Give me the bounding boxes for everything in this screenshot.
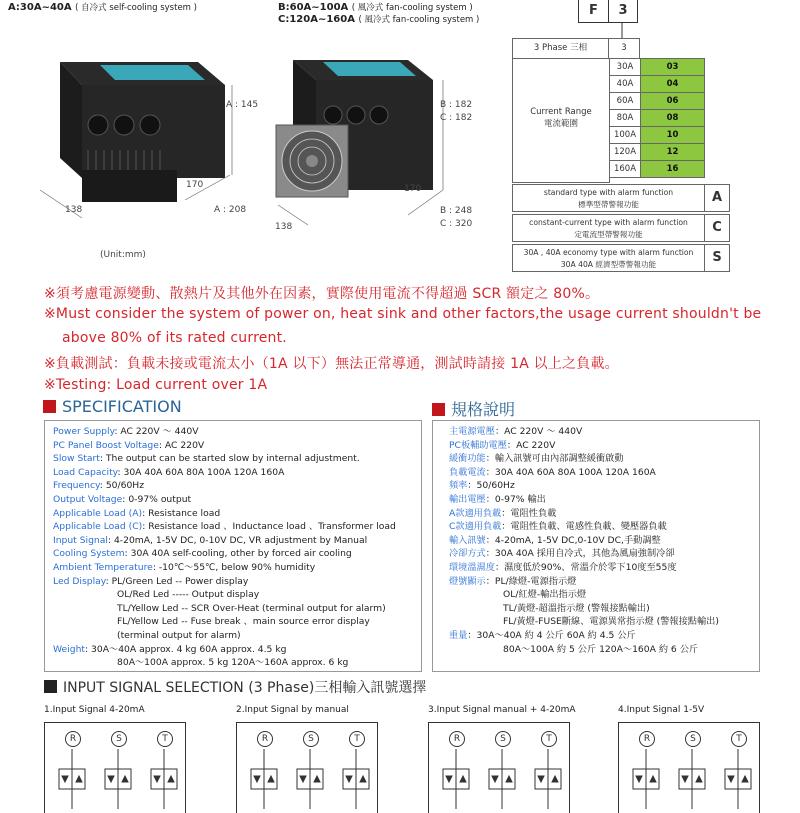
terminal-label: S: [111, 731, 127, 747]
terminal-label: T: [731, 731, 747, 747]
spec-line: [53, 656, 421, 670]
terminal-label: T: [349, 731, 365, 747]
range-code: 04: [641, 76, 705, 93]
spec-value: : Resistance load 、Inductance load 、Transformer load: [142, 521, 396, 533]
spec-key: Input Signal: [53, 534, 108, 546]
terminal-label: S: [685, 731, 701, 747]
type-zh: 標準型帶警報功能: [578, 200, 639, 209]
spec-key: A款適用負載: [449, 507, 502, 519]
terminal-label: R: [65, 731, 81, 747]
range-amp: 60A: [610, 93, 641, 110]
spec-value: OL/Red Led ----- Output display: [117, 589, 260, 601]
dim-right-c2: C : 320: [440, 219, 473, 229]
spec-line: [449, 507, 759, 521]
diagram-title: 4.Input Signal 1-5V: [618, 705, 705, 715]
spec-value: 80A～100A 約 5 公斤 120A～160A 約 6 公斤: [503, 643, 699, 655]
square-bullet-icon: [432, 403, 445, 416]
spec-key: 主電源電壓: [449, 426, 495, 437]
spec-value: ：電阻性負載: [501, 507, 557, 519]
square-bullet-icon: [44, 680, 57, 693]
spec-line: [53, 479, 421, 493]
spec-zh-box: [432, 420, 760, 672]
spec-key: 冷卻方式: [449, 548, 486, 560]
terminal-label: S: [495, 731, 511, 747]
spec-value: ：4-20mA, 1-5V DC,0-10V DC,手動調整: [485, 534, 661, 546]
spec-key: 燈號顯示: [449, 575, 486, 587]
type-description: [512, 244, 705, 272]
spec-value: ：30A 40A 60A 80A 100A 120A 160A: [485, 466, 656, 478]
circuit-diagram: [44, 722, 186, 813]
spec-line: [53, 520, 421, 534]
range-row: [610, 161, 705, 178]
product-a-illustration: [20, 40, 255, 225]
spec-key: Led Display: [53, 575, 106, 587]
type-en: 30A , 40A economy type with alarm function: [523, 248, 694, 257]
dim-left-width: 138: [65, 205, 83, 215]
spec-value: ：輸入訊號可由內部調整緩衝啟動: [485, 453, 624, 465]
spec-value: ：0-97% 輸出: [485, 493, 546, 505]
spec-line: [449, 588, 759, 602]
series-c: C:120A~160A ( 風冷式 fan-cooling system ): [278, 14, 480, 25]
dim-right-width: 138: [275, 222, 293, 232]
spec-line: [449, 534, 759, 548]
range-row: [610, 93, 705, 110]
warning-scr-en-1: ※Must consider the system of power on, heat sink and other factors,the usage current shouldn't be: [44, 306, 762, 322]
spec-key: Power Supply: [53, 426, 115, 437]
spec-key: 重量: [449, 629, 468, 641]
spec-value: : 30A 40A self-cooling, other by forced air cooling: [124, 548, 352, 560]
spec-line: [53, 588, 421, 602]
circuit-diagram: [618, 722, 760, 813]
spec-line: [449, 493, 759, 507]
series-b: B:60A~100A ( 風冷式 fan-cooling system ): [278, 2, 473, 13]
spec-value: : AC 220V: [158, 439, 205, 451]
scr-symbols-icon: [429, 749, 569, 809]
spec-line: [449, 466, 759, 480]
current-range-table: [609, 58, 705, 178]
code-letter: F: [579, 0, 609, 22]
scr-symbols-icon: [45, 749, 185, 809]
diagram-title: 1.Input Signal 4-20mA: [44, 705, 145, 715]
spec-key: 環境溫濕度: [449, 561, 495, 573]
spec-line: [53, 507, 421, 521]
spec-value: ：AC 220V: [506, 439, 556, 451]
dim-right-b: B : 182: [440, 100, 473, 110]
scr-symbols-icon: [237, 749, 377, 809]
type-description: [512, 184, 705, 212]
range-code: 08: [641, 110, 705, 127]
spec-value: (terminal output for alarm): [117, 629, 241, 641]
current-range-label: Current Range 電流範圍: [512, 58, 610, 183]
terminal-label: T: [157, 731, 173, 747]
spec-value: : 50/60Hz: [99, 480, 145, 492]
spec-line: [449, 561, 759, 575]
spec-value: ：50/60Hz: [467, 480, 515, 492]
spec-key: Load Capacity: [53, 466, 118, 478]
terminal-label: R: [639, 731, 655, 747]
spec-line: [449, 479, 759, 493]
type-letter: C: [705, 214, 730, 242]
code-header: [578, 0, 638, 23]
spec-key: 輸入訊號: [449, 534, 486, 546]
type-row: [512, 214, 730, 242]
spec-key: Slow Start: [53, 453, 100, 465]
warning-load-zh: ※負載測試：負載未接或電流太小（1A 以下）無法正常導通，測試時請接 1A 以上之負載。: [44, 356, 619, 372]
warning-scr-en-2: above 80% of its rated current.: [62, 330, 287, 346]
type-row: [512, 244, 730, 272]
spec-line: [53, 425, 421, 439]
spec-line: [53, 547, 421, 561]
type-letter: S: [705, 244, 730, 272]
spec-line: [449, 629, 759, 643]
dim-left-a2: A : 208: [214, 205, 247, 215]
type-row: [512, 184, 730, 212]
range-amp: 160A: [610, 161, 641, 178]
spec-value: OL/紅燈-輸出指示燈: [503, 589, 587, 601]
spec-line: [449, 643, 759, 657]
dim-right-depth: 170: [404, 184, 422, 194]
spec-value: 80A～100A approx. 5 kg 120A～160A approx. 6 kg: [117, 657, 349, 669]
spec-value: : Resistance load: [142, 507, 221, 519]
spec-zh-title: 規格說明: [432, 397, 515, 420]
spec-value: : AC 220V ～ 440V: [114, 426, 199, 437]
range-row: [610, 110, 705, 127]
spec-key: Frequency: [53, 480, 100, 492]
spec-value: : 4-20mA, 1-5V DC, 0-10V DC, VR adjustment by Manual: [107, 534, 368, 546]
spec-line: [53, 602, 421, 616]
spec-en-title: SPECIFICATION: [43, 397, 182, 416]
spec-line: [449, 547, 759, 561]
type-zh: 30A 40A 經濟型帶警報功能: [560, 260, 657, 269]
spec-line: [53, 534, 421, 548]
scr-symbols-icon: [619, 749, 759, 809]
type-en: constant-current type with alarm function: [529, 218, 688, 227]
input-section-title: INPUT SIGNAL SELECTION (3 Phase)三相輸入訊號選擇: [44, 677, 426, 697]
spec-key: Cooling System: [53, 548, 125, 560]
terminal-label: R: [449, 731, 465, 747]
range-code: 12: [641, 144, 705, 161]
type-description: [512, 214, 705, 242]
type-en: standard type with alarm function: [543, 188, 674, 197]
range-amp: 80A: [610, 110, 641, 127]
spec-en-box: [44, 420, 422, 672]
spec-key: Weight: [53, 643, 86, 655]
spec-value: ：濕度低於90%、常溫介於零下10度至55度: [494, 561, 677, 573]
spec-line: [449, 575, 759, 589]
circuit-diagram: [428, 722, 570, 813]
spec-line: [449, 615, 759, 629]
spec-value: : -10℃～55℃, below 90% humidity: [152, 561, 316, 573]
type-zh: 定電流型帶警報功能: [574, 230, 643, 239]
spec-line: [53, 575, 421, 589]
warning-load-en: ※Testing: Load current over 1A: [44, 377, 268, 393]
terminal-label: R: [257, 731, 273, 747]
spec-line: [449, 520, 759, 534]
range-code: 03: [641, 59, 705, 76]
range-row: [610, 144, 705, 161]
spec-line: [449, 452, 759, 466]
spec-line: [53, 452, 421, 466]
dim-left-depth: 170: [186, 180, 204, 190]
dim-right-b2: B : 248: [440, 206, 473, 216]
type-letter: A: [705, 184, 730, 212]
range-row: [610, 59, 705, 76]
unit-label: (Unit:mm): [100, 250, 146, 260]
series-a: A:30A~40A ( 自冷式 self-cooling system ): [8, 2, 197, 13]
warning-scr-zh: ※須考慮電源變動、散熱片及其他外在因素，實際使用電流不得超過 SCR 額定之 80%。: [44, 286, 600, 302]
spec-value: FL/黃燈-FUSE斷線、電源異常指示燈 (警報接點輸出): [503, 616, 719, 628]
dim-left-a: A : 145: [226, 100, 259, 110]
spec-key: 緩衝功能: [449, 453, 486, 465]
spec-line: [53, 629, 421, 643]
spec-value: TL/黃燈-超溫指示燈 (警報接點輸出): [503, 602, 650, 614]
spec-key: 輸出電壓: [449, 493, 486, 505]
terminal-label: T: [541, 731, 557, 747]
square-bullet-icon: [43, 400, 56, 413]
spec-key: Applicable Load (C): [53, 521, 143, 533]
spec-key: Applicable Load (A): [53, 507, 143, 519]
spec-line: [53, 493, 421, 507]
circuit-diagram: [236, 722, 378, 813]
range-amp: 30A: [610, 59, 641, 76]
spec-value: FL/Yellow Led -- Fuse break 、main source error display: [117, 616, 370, 628]
spec-line: [53, 439, 421, 453]
spec-line: [53, 615, 421, 629]
range-code: 10: [641, 127, 705, 144]
range-row: [610, 127, 705, 144]
spec-key: PC板輔助電壓: [449, 439, 507, 451]
spec-key: PC Panel Boost Voltage: [53, 439, 159, 451]
spec-key: 負載電流: [449, 466, 486, 478]
dim-right-c: C : 182: [440, 113, 473, 123]
spec-value: ：30A 40A 採用自冷式，其他為風扇強制冷卻: [485, 548, 675, 560]
spec-key: 頻率: [449, 480, 468, 492]
spec-line: [449, 425, 759, 439]
code-digit: 3: [618, 3, 628, 18]
spec-value: : The output can be started slow by internal adjustment.: [99, 453, 360, 465]
spec-key: Output Voltage: [53, 493, 123, 505]
spec-value: TL/Yellow Led -- SCR Over-Heat (terminal output for alarm): [117, 602, 386, 614]
diagram-title: 3.Input Signal manual + 4-20mA: [428, 705, 576, 715]
spec-value: : PL/Green Led -- Power display: [105, 575, 249, 587]
range-amp: 120A: [610, 144, 641, 161]
spec-value: ：30A～40A 約 4 公斤 60A 約 4.5 公斤: [467, 629, 636, 641]
spec-value: ：電阻性負載、電感性負載、變壓器負載: [501, 521, 667, 533]
spec-line: [53, 643, 421, 657]
phase-row: 3 Phase 三相 3: [512, 38, 640, 59]
spec-key: Ambient Temperature: [53, 561, 153, 573]
terminal-label: S: [303, 731, 319, 747]
spec-value: : 30A～40A approx. 4 kg 60A approx. 4.5 kg: [85, 643, 287, 655]
spec-value: ：PL/綠燈-電源指示燈: [485, 575, 577, 587]
diagram-title: 2.Input Signal by manual: [236, 705, 349, 715]
range-code: 06: [641, 93, 705, 110]
range-amp: 40A: [610, 76, 641, 93]
range-row: [610, 76, 705, 93]
spec-line: [53, 466, 421, 480]
spec-value: : 0-97% output: [122, 493, 192, 505]
spec-value: ：AC 220V ～ 440V: [494, 426, 583, 437]
spec-line: [53, 561, 421, 575]
spec-value: : 30A 40A 60A 80A 100A 120A 160A: [117, 466, 285, 478]
range-amp: 100A: [610, 127, 641, 144]
spec-line: [449, 602, 759, 616]
spec-line: [449, 439, 759, 453]
range-code: 16: [641, 161, 705, 178]
spec-key: C款適用負載: [449, 521, 502, 533]
